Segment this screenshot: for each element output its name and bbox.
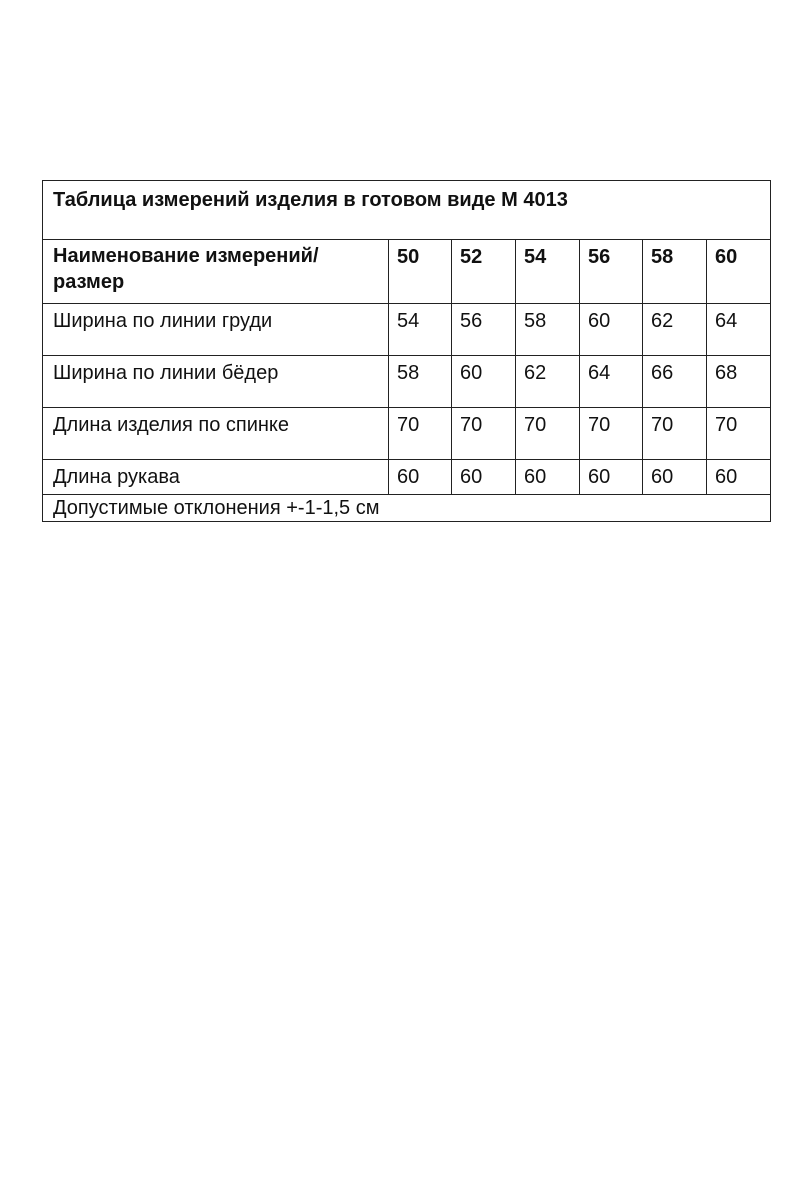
table-cell: 54 [389,304,452,356]
table-cell: 60 [452,460,516,495]
table-row [43,460,771,495]
table-cell: 64 [707,304,771,356]
table-cell: 68 [707,356,771,408]
table-note-row [43,495,771,522]
table-title: Таблица измерений изделия в готовом виде М 4013 [43,181,771,240]
table-cell: 62 [643,304,707,356]
row-label: Длина изделия по спинке [43,408,389,460]
table-cell: 58 [389,356,452,408]
table-cell: 60 [452,356,516,408]
table-cell: 60 [516,460,580,495]
row-label: Длина рукава [43,460,389,495]
tolerance-note: Допустимые отклонения +-1-1,5 см [43,495,771,522]
table-cell: 70 [516,408,580,460]
size-header: 56 [580,240,643,304]
table-title-row [43,181,771,240]
size-table-container [42,180,770,522]
table-cell: 60 [580,304,643,356]
table-row [43,408,771,460]
table-cell: 56 [452,304,516,356]
table-cell: 70 [580,408,643,460]
table-cell: 60 [707,460,771,495]
size-header: 50 [389,240,452,304]
table-cell: 58 [516,304,580,356]
size-header: 60 [707,240,771,304]
table-row [43,356,771,408]
table-cell: 60 [580,460,643,495]
table-cell: 60 [389,460,452,495]
table-cell: 62 [516,356,580,408]
size-header: 58 [643,240,707,304]
header-label: Наименование измерений/размер [43,240,389,304]
size-header: 54 [516,240,580,304]
table-cell: 70 [389,408,452,460]
table-cell: 70 [452,408,516,460]
table-cell: 60 [643,460,707,495]
table-cell: 64 [580,356,643,408]
table-header-row [43,240,771,304]
table-cell: 66 [643,356,707,408]
size-table [42,180,771,522]
table-cell: 70 [707,408,771,460]
row-label: Ширина по линии бёдер [43,356,389,408]
table-cell: 70 [643,408,707,460]
size-header: 52 [452,240,516,304]
row-label: Ширина по линии груди [43,304,389,356]
table-row [43,304,771,356]
